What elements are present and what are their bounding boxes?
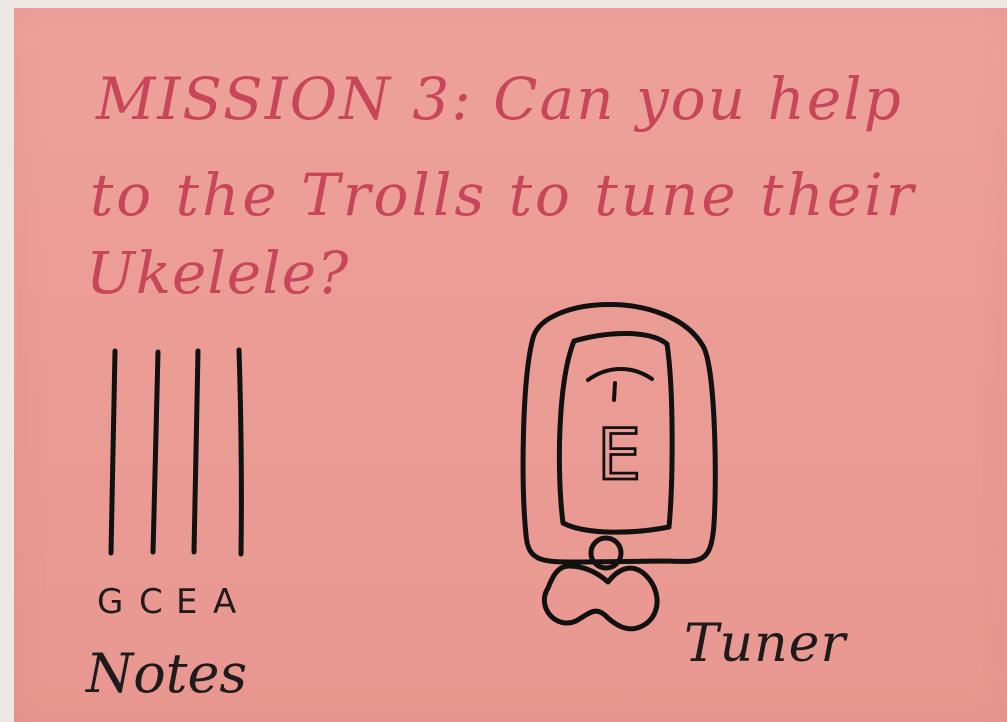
tuner-clip bbox=[544, 566, 657, 629]
mission-title-line-1: MISSION 3: Can you help bbox=[96, 65, 903, 133]
note-c: C bbox=[139, 582, 163, 622]
string-e bbox=[194, 351, 198, 552]
string-notes bbox=[82, 582, 252, 622]
ukulele-strings-drawing bbox=[94, 333, 264, 568]
tuner-needle-arc bbox=[588, 369, 652, 380]
string-a bbox=[239, 350, 241, 554]
note-e: E bbox=[176, 582, 198, 622]
pink-paper-card bbox=[14, 8, 1007, 722]
mission-title-line-2: to the Trolls to tune their bbox=[90, 161, 917, 229]
tuner-drawing bbox=[504, 288, 744, 648]
tuner-needle bbox=[614, 383, 615, 400]
string-g bbox=[111, 351, 115, 553]
note-g: G bbox=[97, 582, 124, 622]
mission-title-line-3: Ukelele? bbox=[86, 239, 350, 307]
tuner-note: E bbox=[597, 414, 642, 496]
string-c bbox=[153, 352, 158, 552]
tuner-label: Tuner bbox=[684, 614, 847, 674]
note-a: A bbox=[213, 582, 237, 622]
notes-label: Notes bbox=[86, 642, 248, 705]
